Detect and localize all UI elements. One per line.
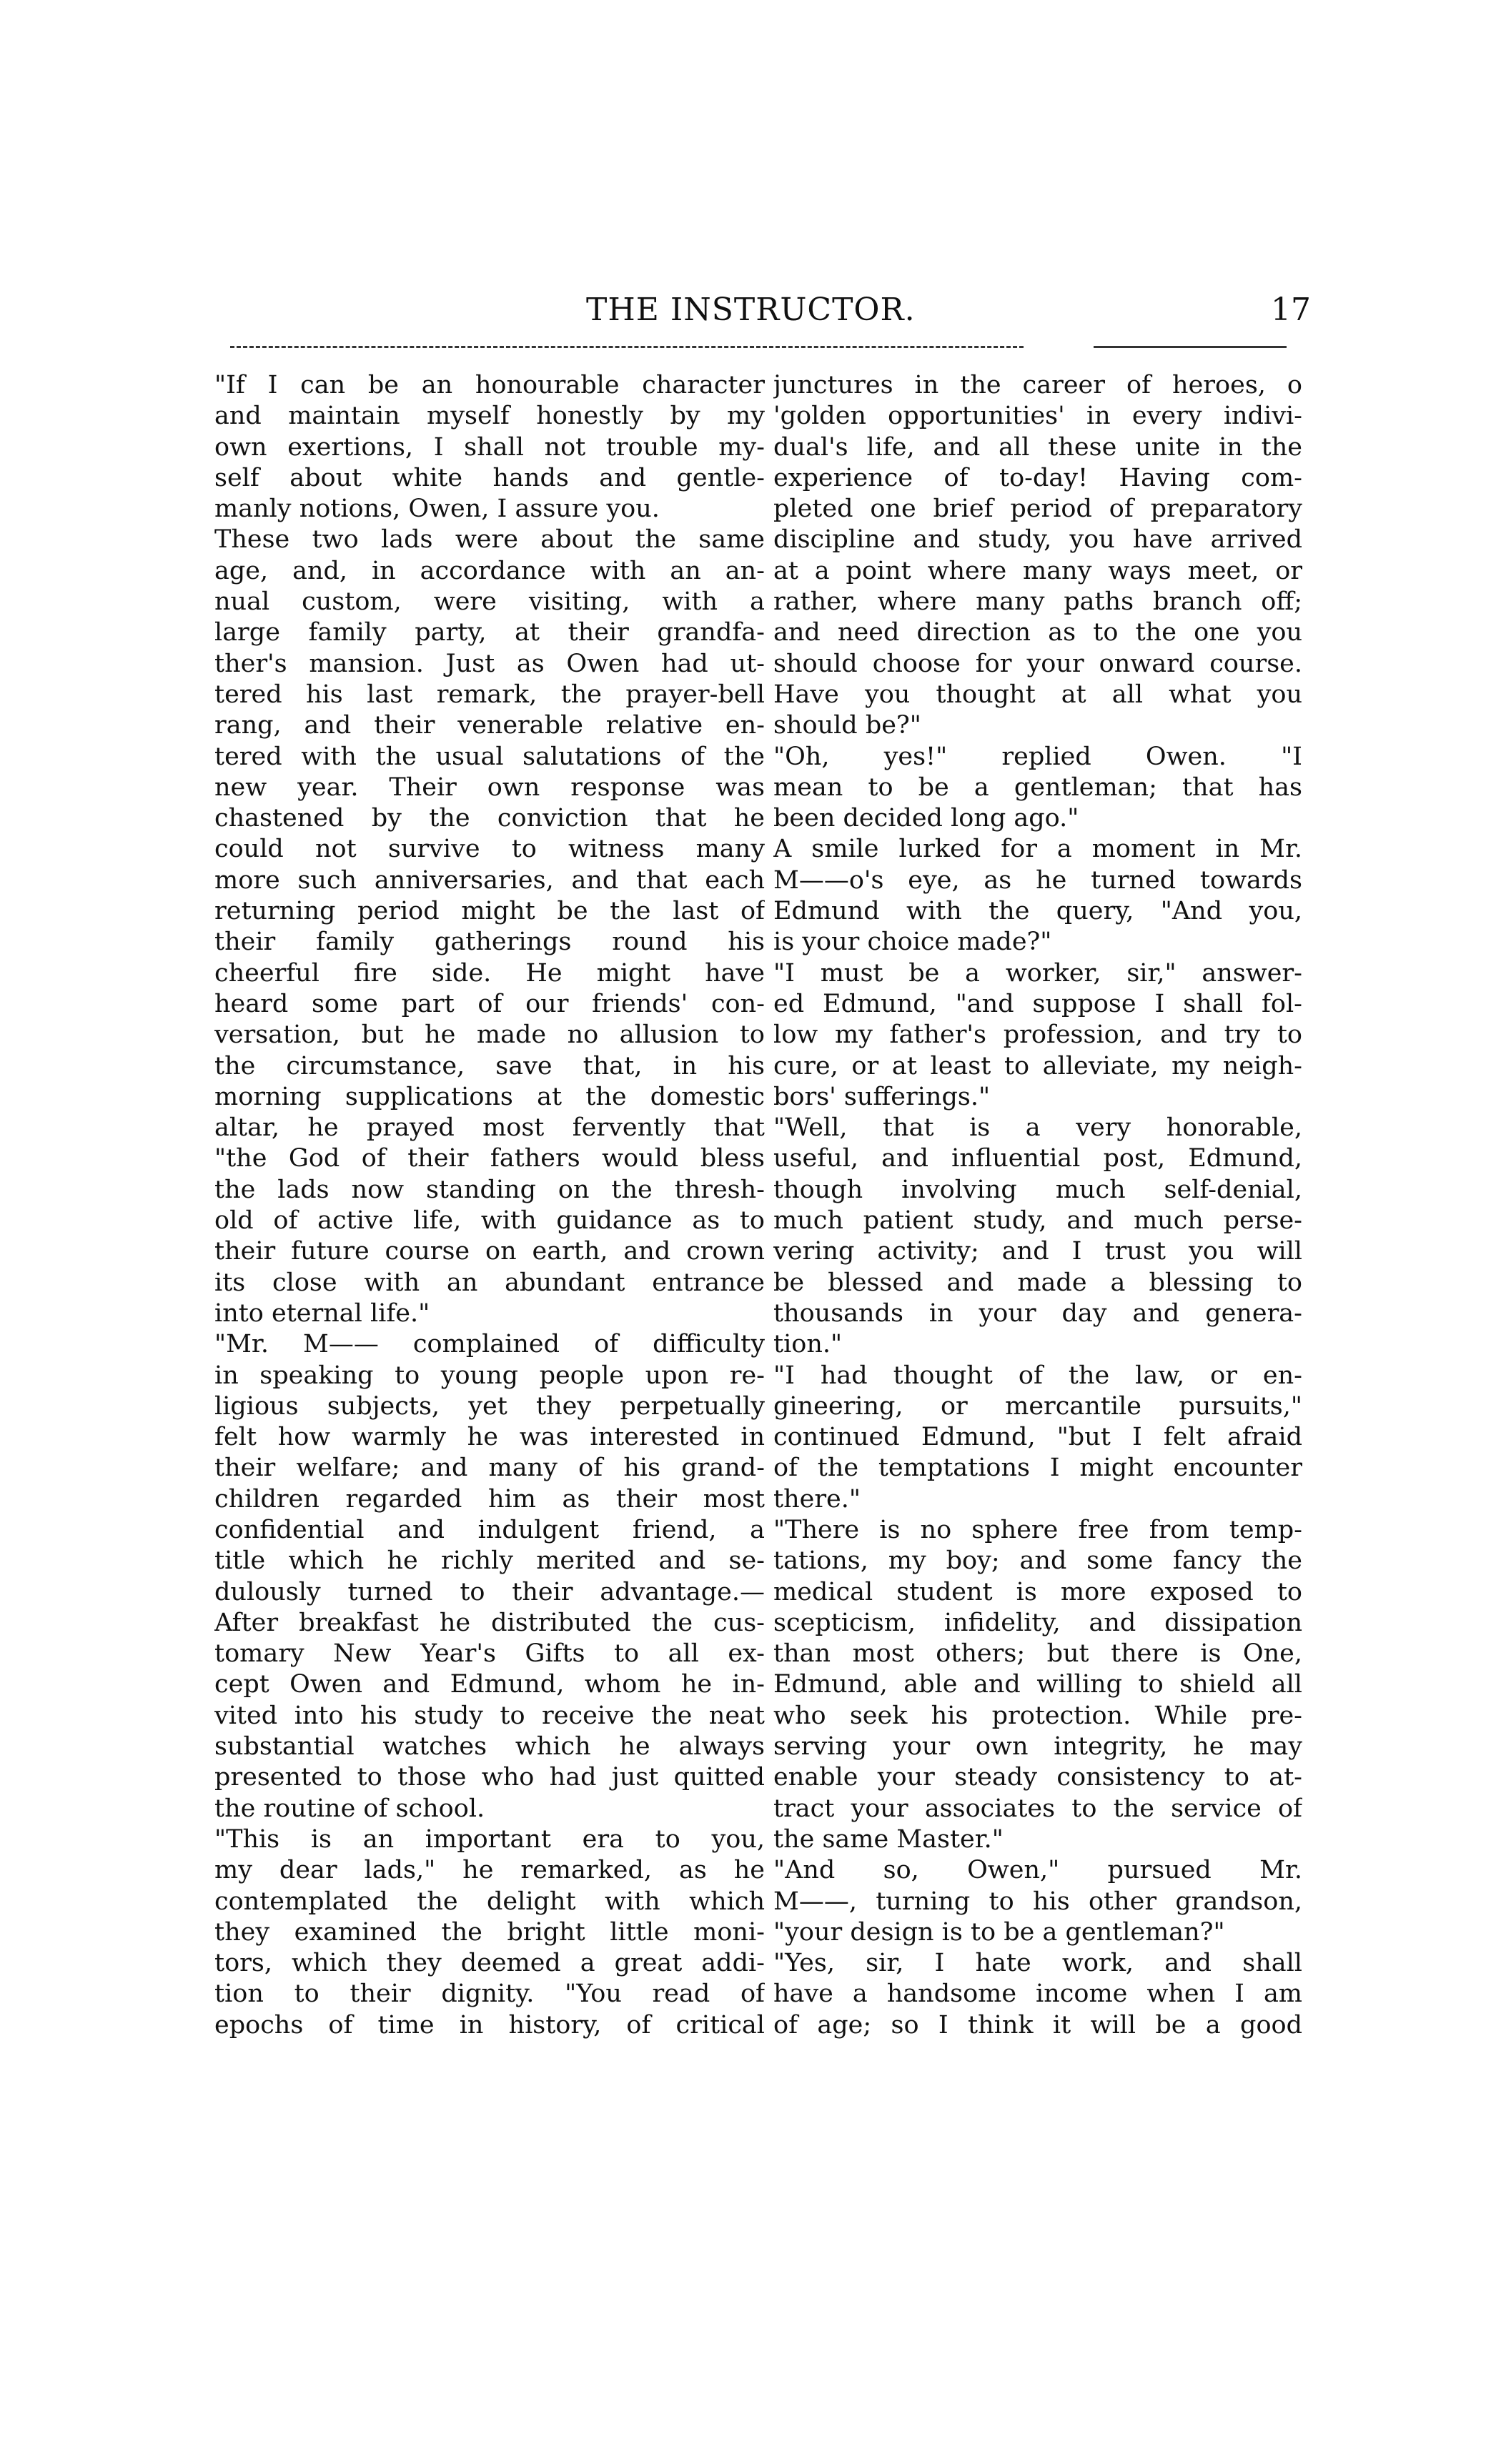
text-line: M——, turning to his other grandson,	[773, 1887, 1302, 1916]
text-line: vering activity; and I trust you will	[773, 1237, 1302, 1266]
text-line: have a handsome income when I am	[773, 1979, 1302, 2009]
text-line: large family party, at their grandfa-	[214, 618, 765, 647]
page-number: 17	[1271, 292, 1311, 328]
text-line: chastened by the conviction that he	[214, 804, 765, 833]
text-line: tract your associates to the service of	[773, 1794, 1302, 1823]
text-line: M——o's eye, as he turned towards	[773, 865, 1302, 895]
text-line: "If I can be an honourable character	[214, 371, 765, 399]
text-line: serving your own integrity, he may	[773, 1732, 1302, 1762]
text-line: "I must be a worker, sir," answer-	[773, 958, 1302, 988]
text-line: useful, and influential post, Edmund,	[773, 1144, 1302, 1173]
text-line: presented to those who had just quitted	[214, 1763, 765, 1792]
text-line: of the temptations I might encounter	[773, 1454, 1302, 1483]
text-line: own exertions, I shall not trouble my-	[214, 432, 765, 462]
text-line: substantial watches which he always	[214, 1732, 765, 1762]
text-line: "There is no sphere free from temp-	[773, 1515, 1302, 1544]
text-line: who seek his protection. While pre-	[773, 1701, 1302, 1730]
text-line: the lads now standing on the thresh-	[214, 1175, 765, 1204]
text-line: age, and, in accordance with an an-	[214, 556, 765, 585]
left-text-column	[214, 370, 765, 2041]
text-line: bors' sufferings."	[773, 1082, 991, 1111]
text-line: self about white hands and gentle-	[214, 463, 765, 492]
text-line: confidential and indulgent friend, a	[214, 1515, 765, 1544]
header-rule-right	[1094, 346, 1287, 348]
text-line: their welfare; and many of his grand-	[214, 1454, 765, 1483]
text-line: rang, and their venerable relative en-	[214, 711, 765, 740]
text-line: manly notions, Owen, I assure you.	[214, 495, 660, 524]
text-line: could not survive to witness many	[214, 835, 765, 864]
text-line: discipline and study, you have arrived	[773, 525, 1302, 555]
text-line: the circumstance, save that, in his	[214, 1051, 765, 1081]
text-line: nual custom, were visiting, with a	[214, 587, 765, 617]
text-line: cheerful fire side. He might have	[214, 958, 765, 988]
text-line: felt how warmly he was interested in	[214, 1423, 765, 1452]
text-line: there."	[773, 1484, 861, 1514]
text-line: gineering, or mercantile pursuits,"	[773, 1391, 1302, 1421]
text-line: Have you thought at all what you	[773, 680, 1302, 709]
text-line: "And so, Owen," pursued Mr.	[773, 1856, 1302, 1885]
text-line: ther's mansion. Just as Owen had ut-	[214, 649, 765, 678]
running-header-title: THE INSTRUCTOR.	[586, 292, 916, 328]
text-line: my dear lads," he remarked, as he	[214, 1856, 765, 1885]
text-line: "Mr. M—— complained of difficulty	[214, 1330, 765, 1359]
text-line: "the God of their fathers would bless	[214, 1144, 765, 1173]
text-line: enable your steady consistency to at-	[773, 1763, 1302, 1792]
text-line: thousands in your day and genera-	[773, 1298, 1302, 1328]
text-line: Edmund, able and willing to shield all	[773, 1670, 1302, 1699]
text-line: cure, or at least to alleviate, my neigh-	[773, 1051, 1302, 1081]
text-line: into eternal life."	[214, 1298, 430, 1328]
text-line: ligious subjects, yet they perpetually	[214, 1391, 765, 1421]
text-line: cept Owen and Edmund, whom he in-	[214, 1670, 765, 1699]
text-line: mean to be a gentleman; that has	[773, 773, 1302, 802]
text-line: These two lads were about the same	[214, 525, 765, 555]
text-line: "Yes, sir, I hate work, and shall	[773, 1949, 1302, 1978]
text-line: be blessed and made a blessing to	[773, 1268, 1302, 1297]
text-line: experience of to-day! Having com-	[773, 463, 1302, 492]
text-line: tion."	[773, 1330, 843, 1359]
text-line: versation, but he made no allusion to	[214, 1020, 765, 1050]
text-line: 'golden opportunities' in every indivi-	[773, 402, 1302, 431]
text-line: they examined the bright little moni-	[214, 1917, 765, 1947]
text-line: in speaking to young people upon re-	[214, 1361, 765, 1390]
text-line: and maintain myself honestly by my	[214, 402, 765, 431]
text-line: contemplated the delight with which	[214, 1887, 765, 1916]
text-line: dual's life, and all these unite in the	[773, 432, 1302, 462]
text-line: should be?"	[773, 711, 921, 740]
text-line: heard some part of our friends' con-	[214, 989, 765, 1018]
text-line: tered with the usual salutations of the	[214, 742, 765, 771]
text-line: "Oh, yes!" replied Owen. "I	[773, 742, 1302, 771]
text-line: title which he richly merited and se-	[214, 1546, 765, 1576]
text-line: the same Master."	[773, 1824, 1004, 1854]
text-line: "your design is to be a gentleman?"	[773, 1917, 1225, 1947]
text-line: tion to their dignity. "You read of	[214, 1979, 765, 2009]
text-line: dulously turned to their advantage.—	[214, 1577, 765, 1606]
text-line: morning supplications at the domestic	[214, 1082, 765, 1111]
text-line: "This is an important era to you,	[214, 1824, 765, 1854]
text-line: epochs of time in history, of critical	[214, 2010, 765, 2040]
text-line: their future course on earth, and crown	[214, 1237, 765, 1266]
text-line: though involving much self-denial,	[773, 1175, 1302, 1204]
header-rule-left	[230, 346, 1024, 348]
text-line: more such anniversaries, and that each	[214, 865, 765, 895]
text-line: should choose for your onward course.	[773, 649, 1302, 678]
text-line: its close with an abundant entrance	[214, 1268, 765, 1297]
text-line: of age; so I think it will be a good	[773, 2010, 1302, 2040]
text-line: and need direction as to the one you	[773, 618, 1302, 647]
text-line: much patient study, and much perse-	[773, 1206, 1302, 1236]
text-line: children regarded him as their most	[214, 1484, 765, 1514]
text-line: tations, my boy; and some fancy the	[773, 1546, 1302, 1576]
text-line: returning period might be the last of	[214, 897, 765, 926]
text-line: continued Edmund, "but I felt afraid	[773, 1423, 1302, 1452]
text-line: rather, where many paths branch off;	[773, 587, 1302, 617]
text-line: old of active life, with guidance as to	[214, 1206, 765, 1236]
text-line: ed Edmund, "and suppose I shall fol-	[773, 989, 1302, 1018]
text-line: been decided long ago."	[773, 804, 1079, 833]
text-line: scepticism, infidelity, and dissipation	[773, 1608, 1302, 1637]
text-line: tomary New Year's Gifts to all ex-	[214, 1639, 765, 1669]
text-line: the routine of school.	[214, 1794, 485, 1823]
text-line: vited into his study to receive the neat	[214, 1701, 765, 1730]
right-text-column	[773, 370, 1302, 2041]
text-line: "I had thought of the law, or en-	[773, 1361, 1302, 1390]
text-line: at a point where many ways meet, or	[773, 556, 1302, 585]
text-line: pleted one brief period of preparatory	[773, 495, 1302, 524]
text-line: is your choice made?"	[773, 928, 1052, 957]
text-line: low my father's profession, and try to	[773, 1020, 1302, 1050]
text-line: tered his last remark, the prayer-bell	[214, 680, 765, 709]
text-line: "Well, that is a very honorable,	[773, 1113, 1302, 1143]
text-line: new year. Their own response was	[214, 773, 765, 802]
text-line: their family gatherings round his	[214, 928, 765, 957]
text-line: Edmund with the query, "And you,	[773, 897, 1302, 926]
text-line: medical student is more exposed to	[773, 1577, 1302, 1606]
text-line: junctures in the career of heroes, o	[773, 371, 1302, 399]
text-line: After breakfast he distributed the cus-	[214, 1608, 765, 1637]
text-line: altar, he prayed most fervently that	[214, 1113, 765, 1143]
text-line: than most others; but there is One,	[773, 1639, 1302, 1669]
text-line: tors, which they deemed a great addi-	[214, 1949, 765, 1978]
text-line: A smile lurked for a moment in Mr.	[773, 835, 1302, 864]
